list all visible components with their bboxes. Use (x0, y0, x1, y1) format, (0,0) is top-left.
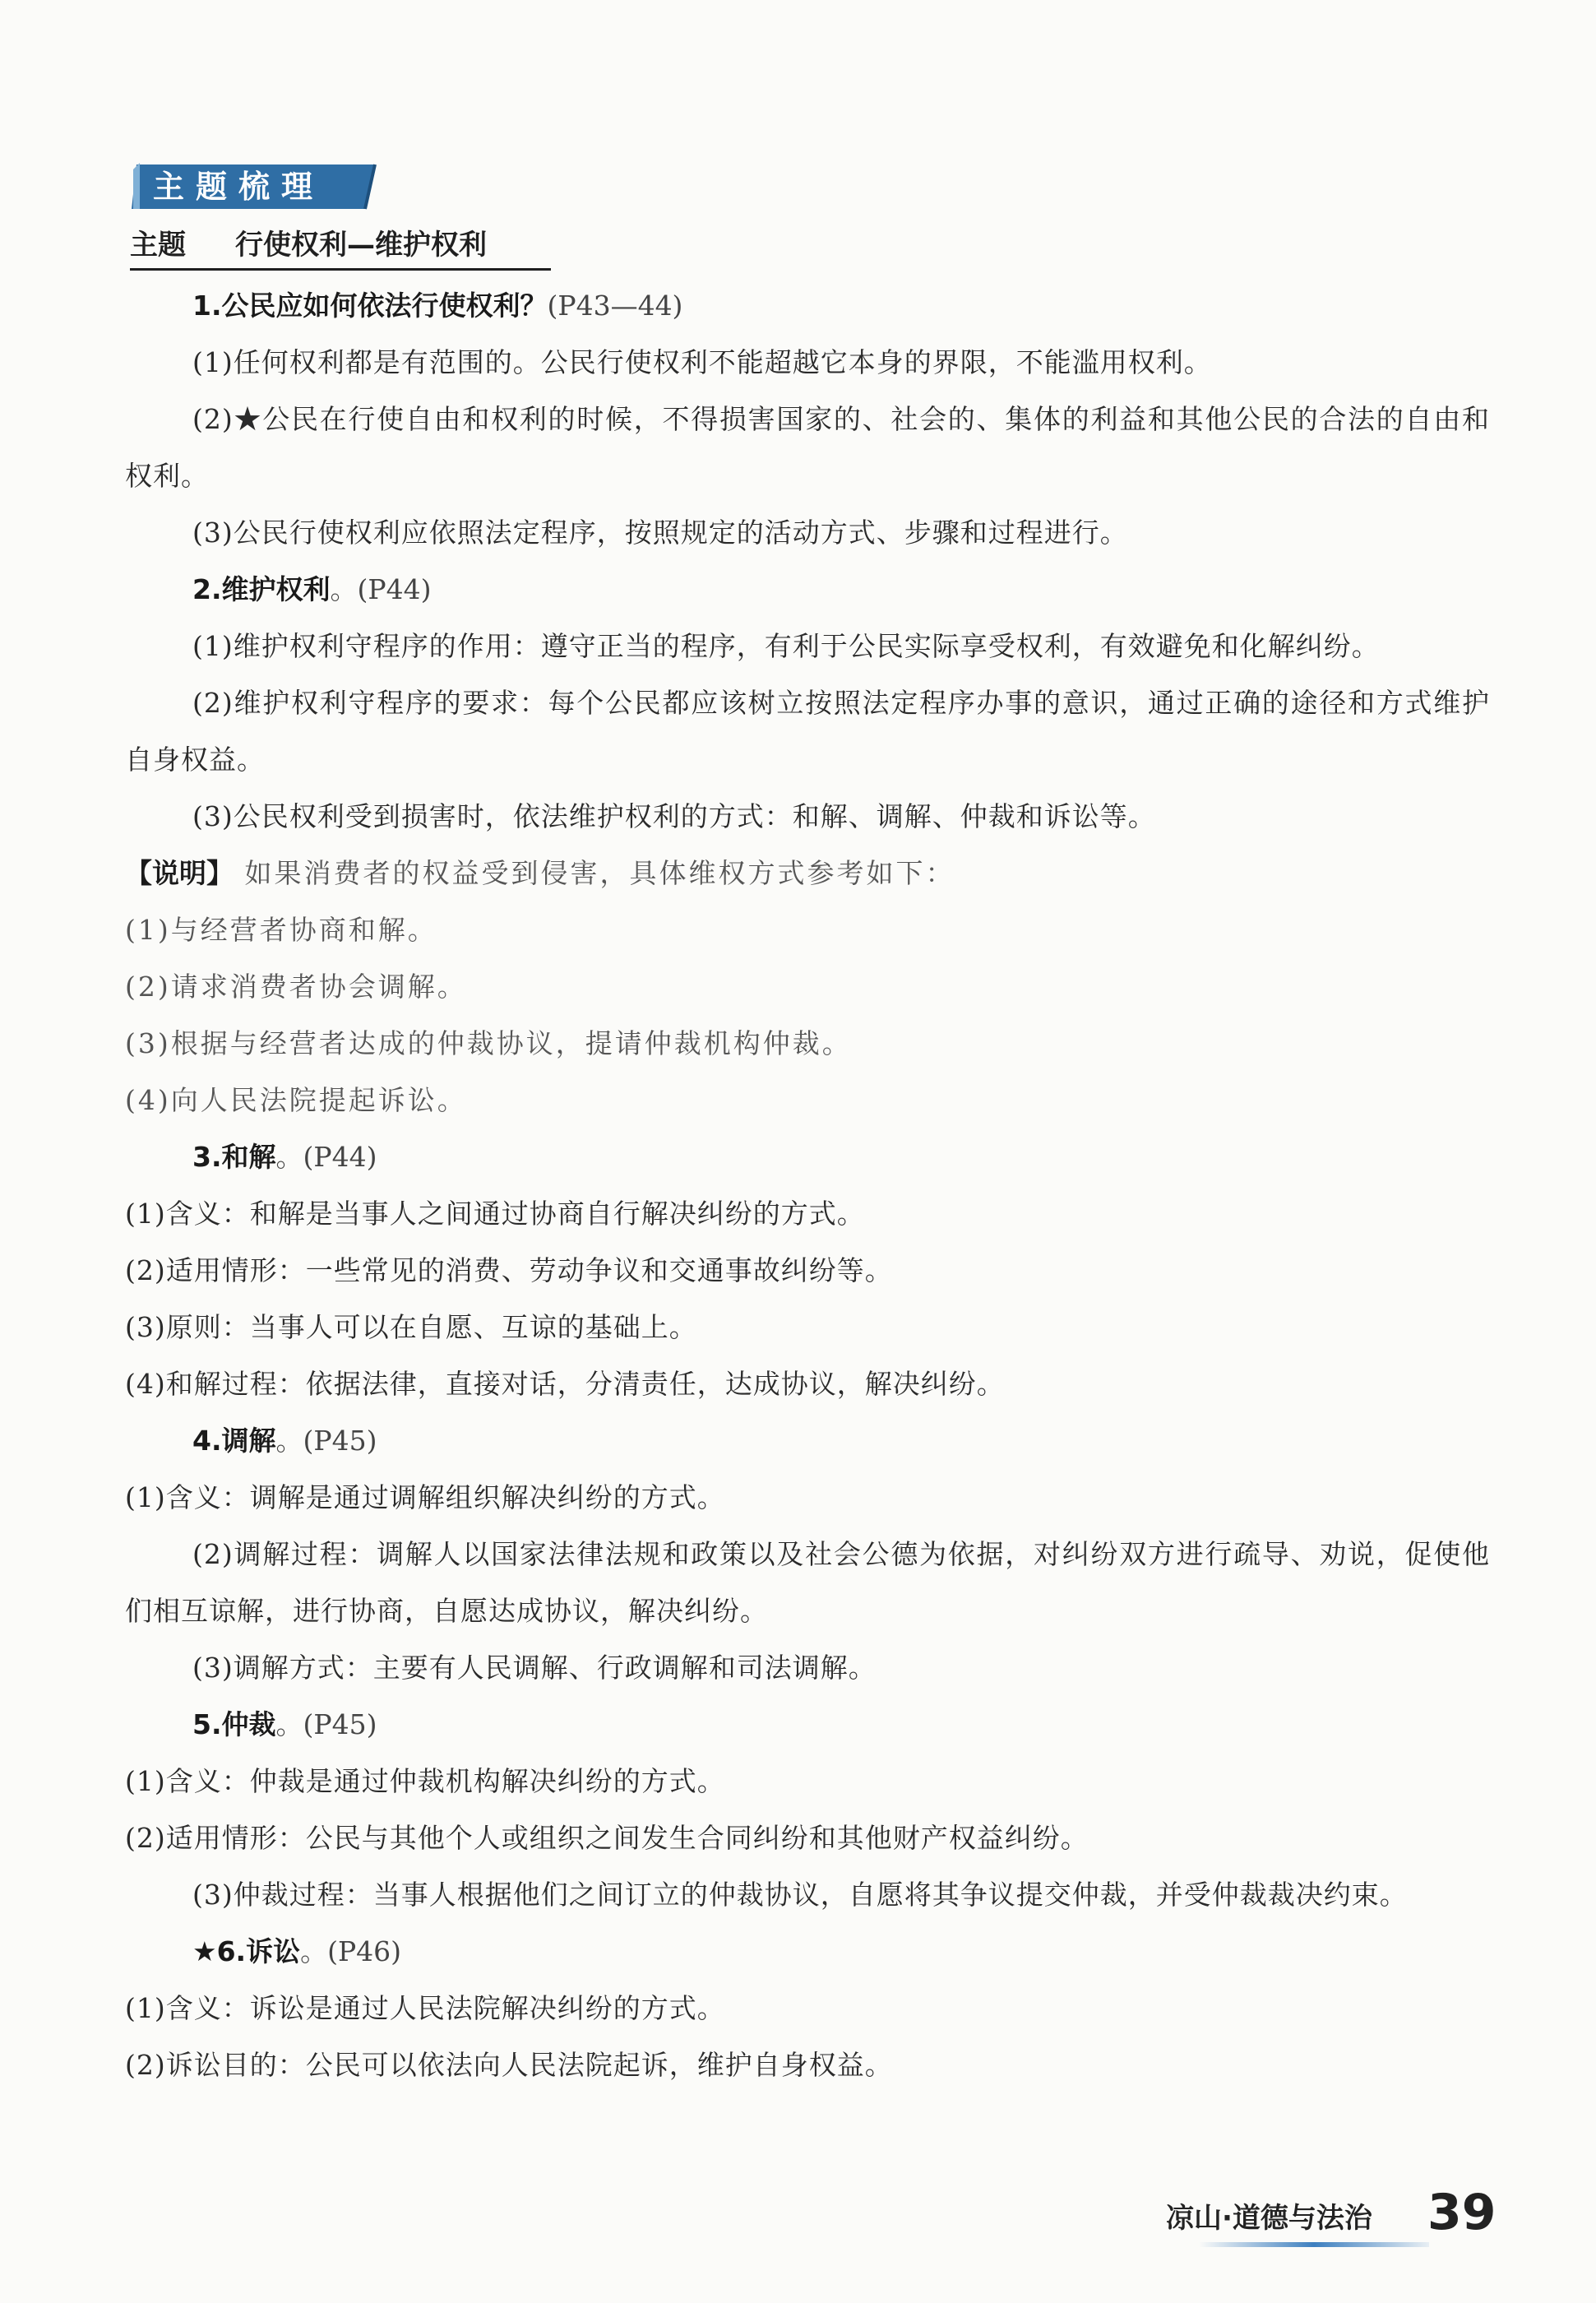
banner-title: 主题梳理 (153, 169, 325, 205)
section-heading-text: 1.公民应如何依法行使权利？ (192, 290, 548, 322)
section-heading-text: 5.仲裁 (192, 1708, 276, 1740)
note-item: (4)向人民法院提起诉讼。 (125, 1084, 467, 1116)
page-reference: 。(P46) (300, 1935, 402, 1967)
section-3-heading (125, 1128, 1490, 1185)
section-heading-text: ★6.诉讼 (192, 1935, 301, 1967)
page-footer (1166, 2184, 1495, 2258)
section-2-heading (125, 561, 1490, 618)
paragraph: (2)适用情形：公民与其他个人或组织之间发生合同纠纷和其他财产权益纠纷。 (125, 1822, 1089, 1854)
section-heading-text: 3.和解 (192, 1141, 276, 1173)
note-paragraph (125, 845, 1490, 901)
paragraph: (2)★公民在行使自由和权利的时候，不得损害国家的、社会的、集体的利益和其他公民的合法的自由和权利。 (125, 403, 1490, 492)
page-reference: 。(P45) (275, 1708, 377, 1740)
section-heading-text: 4.调解 (192, 1425, 276, 1457)
paragraph: (2)适用情形：一些常见的消费、劳动争议和交通事故纠纷等。 (125, 1254, 893, 1286)
note-text: 如果消费者的权益受到侵害，具体维权方式参考如下： (244, 857, 955, 889)
paragraph: (1)维护权利守程序的作用：遵守正当的程序，有利于公民实际享受权利，有效避免和化解纠纷。 (192, 630, 1380, 662)
page-reference: 。(P44) (275, 1141, 377, 1173)
note-item: (1)与经营者协商和解。 (125, 914, 437, 946)
page-reference: 。(P45) (275, 1425, 377, 1457)
paragraph: (3)公民行使权利应依照法定程序，按照规定的活动方式、步骤和过程进行。 (192, 517, 1128, 549)
paragraph: (2)维护权利守程序的要求：每个公民都应该树立按照法定程序办事的意识，通过正确的途径和方式维护自身权益。 (125, 687, 1490, 776)
paragraph: (1)含义：诉讼是通过人民法院解决纠纷的方式。 (125, 1992, 725, 2024)
paragraph: (2)诉讼目的：公民可以依法向人民法院起诉，维护自身权益。 (125, 2049, 893, 2081)
paragraph: (3)调解方式：主要有人民调解、行政调解和司法调解。 (192, 1652, 877, 1684)
paragraph: (1)任何权利都是有范围的。公民行使权利不能超越它本身的界限，不能滥用权利。 (192, 346, 1212, 378)
paragraph: (1)含义：和解是当事人之间通过协商自行解决纠纷的方式。 (125, 1198, 865, 1230)
paragraph: (1)含义：仲裁是通过仲裁机构解决纠纷的方式。 (125, 1765, 725, 1797)
paragraph: (2)调解过程：调解人以国家法律法规和政策以及社会公德为依据，对纠纷双方进行疏导、劝说，促使他们相互谅解，进行协商，自愿达成协议，解决纠纷。 (125, 1538, 1490, 1627)
section-1-heading (125, 277, 1490, 334)
page-reference: (P43—44) (547, 290, 683, 322)
page-number: 39 (1427, 2184, 1497, 2241)
paragraph: (1)含义：调解是通过调解组织解决纠纷的方式。 (125, 1481, 725, 1513)
note-tag: 【说明】 (125, 857, 234, 889)
footer-title: 凉山·道德与法治 (1166, 2202, 1372, 2235)
section-heading-text: 2.维护权利 (192, 573, 331, 605)
section-5-heading (125, 1696, 1490, 1753)
note-item: (3)根据与经营者达成的仲裁协议，提请仲裁机构仲裁。 (125, 1027, 852, 1059)
topic-heading (130, 222, 551, 271)
section-banner (132, 161, 378, 212)
content-body (125, 277, 1490, 2093)
note-item: (2)请求消费者协会调解。 (125, 971, 467, 1003)
section-4-heading (125, 1412, 1490, 1469)
paragraph: (3)原则：当事人可以在自愿、互谅的基础上。 (125, 1311, 697, 1343)
footer-underline (1199, 2241, 1429, 2248)
paragraph: (3)公民权利受到损害时，依法维护权利的方式：和解、调解、仲裁和诉讼等。 (192, 800, 1156, 832)
section-6-heading (125, 1923, 1490, 1980)
paragraph: (3)仲裁过程：当事人根据他们之间订立的仲裁协议，自愿将其争议提交仲裁，并受仲裁裁决约束。 (192, 1879, 1408, 1911)
page-reference: 。(P44) (330, 573, 432, 605)
topic-label: 主题 (130, 229, 186, 262)
topic-title: 行使权利—维护权利 (235, 229, 487, 262)
paragraph: (4)和解过程：依据法律，直接对话，分清责任，达成协议，解决纠纷。 (125, 1368, 1005, 1400)
